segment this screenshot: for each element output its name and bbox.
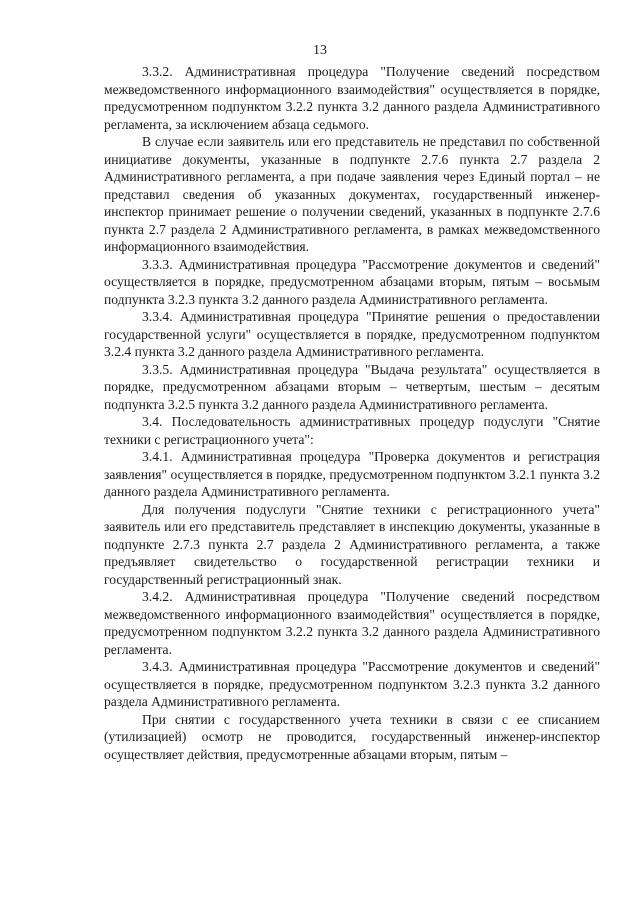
paragraph-3-3-2: 3.3.2. Административная процедура "Получение сведений посредством межведомственного информационного взаимодействия" осуществляется в порядке, предусмотренном подпунктом 3.2.2 пункта 3.2 данного раздела Административного регламента, за исключением абзаца седьмого.	[104, 64, 600, 132]
paragraph-3-4: 3.4. Последовательность административных процедур подуслуги "Снятие техники с регистрационного учета":	[104, 414, 600, 447]
paragraph-3-4-1: 3.4.1. Административная процедура "Проверка документов и регистрация заявления" осуществляется в порядке, предусмотренном подпунктом 3.2.1 пункта 3.2 данного раздела Административного регламента.	[104, 449, 600, 499]
paragraph-interagency-request: В случае если заявитель или его представитель не представил по собственной инициативе документы, указанные в подпункте 2.7.6 пункта 2.7 раздела 2 Административного регламента, а при подаче заявления через Единый портал – не представил сведения об указанных документах, государственный инженер-инспектор принимает решение о получении сведений, указанных в подпункте 2.7.6 пункта 2.7 раздела 2 Административного регламента, в рамках межведомственного информационного взаимодействия.	[104, 134, 600, 254]
document-body	[104, 63, 600, 763]
paragraph-deregistration-documents: Для получения подуслуги "Снятие техники с регистрационного учета" заявитель или его представитель представляет в инспекцию документы, указанные в подпункте 2.7.3 пункта 2.7 раздела 2 Административного регламента, а также предъявляет свидетельство о государственной регистрации техники и государственный регистрационный знак.	[104, 501, 600, 587]
paragraph-3-3-3: 3.3.3. Административная процедура "Рассмотрение документов и сведений" осуществляется в порядке, предусмотренном абзацами вторым, пятым – восьмым подпункта 3.2.3 пункта 3.2 данного раздела Административного регламента.	[104, 256, 600, 307]
paragraph-write-off-inspection: При снятии с государственного учета техники в связи с ее списанием (утилизацией) осмотр не проводится, государственный инженер-инспектор осуществляет действия, предусмотренные абзацами вторым, пятым –	[104, 711, 600, 762]
page-number: 13	[313, 43, 327, 58]
paragraph-3-3-5: 3.3.5. Административная процедура "Выдача результата" осуществляется в порядке, предусмотренном абзацами вторым – четвертым, шестым – десятым подпункта 3.2.5 пункта 3.2 данного раздела Административного регламента.	[104, 361, 600, 412]
paragraph-3-4-2: 3.4.2. Административная процедура "Получение сведений посредством межведомственного информационного взаимодействия" осуществляется в порядке, предусмотренном подпунктом 3.2.2 пункта 3.2 данного раздела Административного регламента.	[104, 589, 600, 657]
paragraph-3-4-3: 3.4.3. Административная процедура "Рассмотрение документов и сведений" осуществляется в порядке, предусмотренном подпунктом 3.2.3 пункта 3.2 данного раздела Административного регламента.	[104, 659, 600, 709]
paragraph-3-3-4: 3.3.4. Административная процедура "Принятие решения о предоставлении государственной услуги" осуществляется в порядке, предусмотренном подпунктом 3.2.4 пункта 3.2 данного раздела Административного регламента.	[104, 309, 600, 359]
